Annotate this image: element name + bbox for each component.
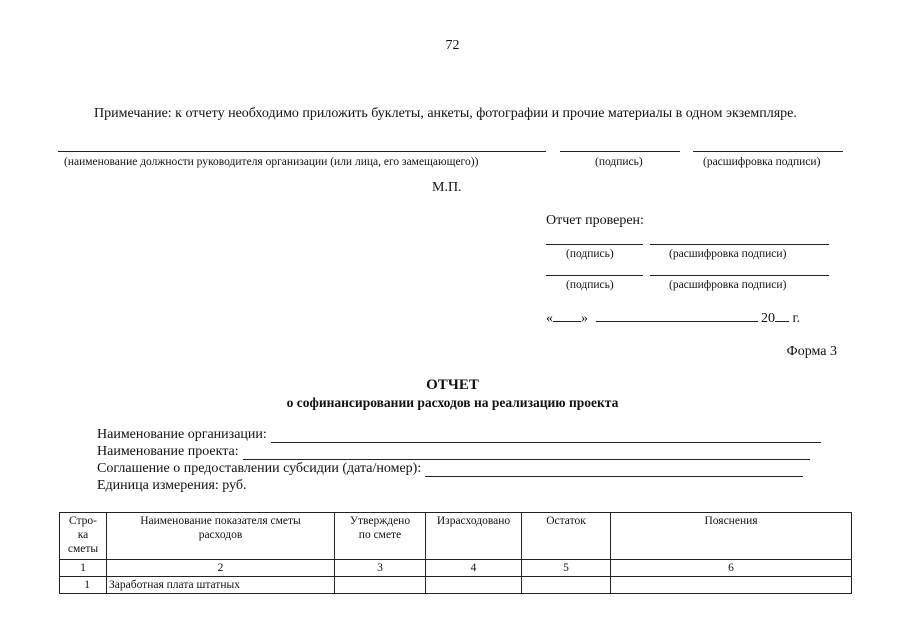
number-cell: 5 <box>522 560 611 577</box>
number-cell: 2 <box>107 560 335 577</box>
field-unit <box>97 478 247 494</box>
checked-decoding-line-2 <box>650 275 829 276</box>
checked-signature-line-1 <box>546 244 643 245</box>
year-prefix: 20 <box>761 311 775 326</box>
signature-caption: (подпись) <box>595 156 643 168</box>
table-header-row <box>60 513 852 560</box>
field-label: Наименование организации: <box>97 427 267 442</box>
signature-line <box>560 151 680 152</box>
year-blank <box>775 321 789 322</box>
form-label: Форма 3 <box>786 344 837 359</box>
row-cell: Заработная плата штатных <box>107 577 335 594</box>
number-cell: 4 <box>426 560 522 577</box>
page-number: 72 <box>445 38 460 53</box>
position-caption: (наименование должности руководителя организации (или лица, его замещающего)) <box>64 156 479 168</box>
field-blank <box>243 447 810 460</box>
row-cell <box>522 577 611 594</box>
checked-signature-caption-1: (подпись) <box>566 248 614 260</box>
checked-label: Отчет проверен: <box>546 213 644 228</box>
checked-decoding-caption-2: (расшифровка подписи) <box>669 279 787 291</box>
table-row <box>60 577 852 594</box>
field-label: Единица измерения: руб. <box>97 478 247 493</box>
decoding-line <box>693 151 843 152</box>
position-line <box>58 151 546 152</box>
note-paragraph: Примечание: к отчету необходимо приложить буклеты, анкеты, фотографии и прочие материалы в одном экземпляре. <box>94 106 797 121</box>
decoding-caption: (расшифровка подписи) <box>703 156 821 168</box>
header-cell: Израсходовано <box>426 513 522 560</box>
field-label: Соглашение о предоставлении субсидии (дата/номер): <box>97 461 422 476</box>
checked-signature-caption-2: (подпись) <box>566 279 614 291</box>
field-blank <box>425 464 803 477</box>
date-quote-open: « <box>546 311 553 326</box>
row-cell <box>335 577 426 594</box>
header-cell: Пояснения <box>611 513 852 560</box>
year-suffix: г. <box>792 311 801 326</box>
field-organization <box>97 427 821 443</box>
number-cell: 6 <box>611 560 852 577</box>
field-label: Наименование проекта: <box>97 444 239 459</box>
header-cell: Утверждено по смете <box>335 513 426 560</box>
date-line <box>546 311 800 327</box>
field-project <box>97 444 810 460</box>
header-cell: Наименование показателя сметы расходов <box>107 513 335 560</box>
number-cell: 1 <box>60 560 107 577</box>
table-number-row <box>60 560 852 577</box>
number-cell: 3 <box>335 560 426 577</box>
field-blank <box>271 430 821 443</box>
report-subtitle: о софинансировании расходов на реализацию проекта <box>286 395 619 410</box>
row-cell <box>611 577 852 594</box>
checked-signature-line-2 <box>546 275 643 276</box>
month-blank <box>596 321 758 322</box>
day-blank <box>553 321 581 322</box>
report-title: ОТЧЕТ <box>426 377 479 393</box>
report-table <box>59 512 852 594</box>
header-cell: Стро- ка сметы <box>60 513 107 560</box>
date-quote-close: » <box>581 311 588 326</box>
stamp-label: М.П. <box>432 180 462 195</box>
field-agreement <box>97 461 803 477</box>
checked-decoding-caption-1: (расшифровка подписи) <box>669 248 787 260</box>
header-cell: Остаток <box>522 513 611 560</box>
checked-decoding-line-1 <box>650 244 829 245</box>
row-cell <box>426 577 522 594</box>
row-cell: 1 <box>60 577 107 594</box>
